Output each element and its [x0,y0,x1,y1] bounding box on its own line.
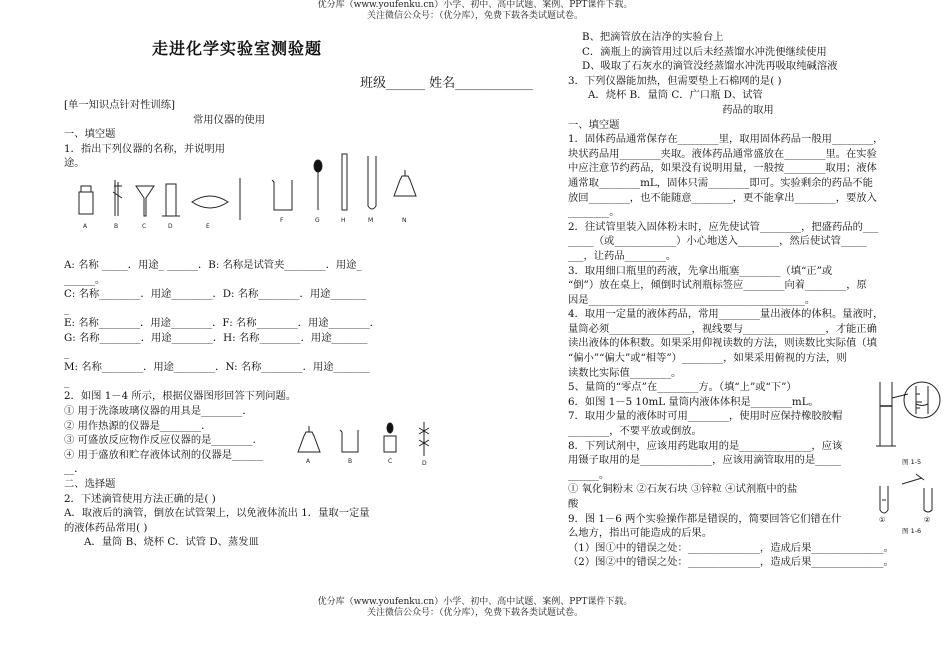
line: M: 名称________．用途________．N: 名称________．用途_______ [64,361,370,374]
line: “倒”）放在桌上，倾倒时试剂瓶标签应________向着________，原 [568,279,867,292]
fig16-mark-2: ② [924,516,931,524]
instrument-figure-1 [70,176,245,232]
fig-label-m: M [368,217,374,224]
section-tag: [单一知识点针对性训练] [64,99,176,111]
fig-label-b: B [114,223,119,230]
line: 7．取用少量的液体时可用________，使用时应保持橡胶胶帽 [568,410,843,423]
fig16-mark-1: ① [879,516,886,524]
brush-icon [419,422,429,456]
line: 3．下列仪器能加热，但需要垫上石棉网的是( ) [568,74,782,87]
line: __． [64,463,85,476]
header-line-2: 关注微信公众号：（优分库），免费下载各类试题试卷。 [366,11,583,21]
line: 用镊子取用的是______________，应该用滴管取用的是_____ [568,454,841,467]
line: E: 名称________．用途________．F: 名称________．用途________． [64,317,381,330]
line: ___，让药品________。 [568,249,677,262]
topic-instruments: 常用仪器的使用 [192,113,266,126]
line: ________。 [568,206,620,219]
line: 6．如图 1－5 10mL 量筒内液体体积是________mL。 [568,395,819,408]
fig-label-n: N [402,217,407,224]
fig14-label-c: C [388,458,393,465]
q1-options: A．量筒 B、烧杯 C．试管 D、蒸发皿 [84,536,259,549]
figure-1-5 [872,376,948,466]
measuring-cylinder-icon [876,382,908,446]
left-column-lines [64,258,414,550]
page-header [0,0,950,22]
fig-label-d: D [168,223,173,230]
line: _____（或____________）小心地送入________，然后使试管_____ [568,235,867,248]
fig14-label-d: D [422,460,427,467]
line: G: 名称________．用途________．H: 名称________．用途_______ [64,331,368,344]
page-footer [0,597,950,619]
q2: 2．下述滴管使用方法正确的是( ) [64,492,216,505]
page-title: 走进化学实验室测验题 [152,39,323,58]
part1-heading: 一、填空题 [568,118,620,131]
lamp-icon [298,426,320,452]
funnel-icon [136,186,154,216]
fig-label-a: A [83,223,88,230]
line: 1．固体药品通常保存在________里，取用固体药品一般用________， [568,133,884,146]
fig-label-c: C [142,223,147,230]
line: 读出液体的体积数。如果采用仰视读数的方法，则读数比实际值（填 [568,337,877,350]
part2-heading: 二、选择题 [64,477,116,490]
qA1: A．取液后的滴管，倒放在试管架上，以免液体流出 1．量取一定量 [64,507,370,520]
part1-heading: 一、填空题 [64,128,116,141]
line: ④ 用于盛放和贮存液体试剂的仪器是______ [64,448,263,461]
test-tube-icon [368,156,376,209]
line: 量筒必须________________，视线要与________________，才能正确 [568,322,877,335]
line: ③ 可盛放反应物作反应仪器的是________． [64,434,263,447]
line: ______。 [568,468,610,481]
line: C: 名称________．用途________．D: 名称________．用途_______ [64,288,367,301]
line: B、把滴管放在洁净的实验台上 [582,31,724,43]
topic-reagents: 药品的取用 [722,103,774,116]
q1-line-b: 途。 [64,157,85,170]
dropper-icon [314,160,322,210]
line: ______。 [64,273,106,286]
line: 8．下列试剂中，应该用药匙取用的是______________，应该 [568,439,843,452]
beaker-icon [340,430,358,452]
line: ① 用于洗涤玻璃仪器的用具是________． [64,404,253,417]
dropper-bottle-icon [384,423,396,452]
line: _ [64,302,70,315]
line: 通常取________mL，固体只需________即可。实验剩余的药品不能 [568,176,873,189]
line: 2．往试管里装入固体粉末时，应先使试管________，把盛药品的___ [568,220,879,233]
line: 中应注意节约药品，如果没有说明用量，一般按________取用；液体 [568,162,877,175]
fig-label-e: E [206,223,210,230]
alcohol-lamp-icon [394,170,416,196]
fig-label-g: G [315,217,320,224]
line: 4．取用一定量的液体药品，常用________量出液体的体积。量液时， [568,308,884,321]
fig14-label-a: A [306,458,311,465]
line: C．滴瓶上的滴管用过以后未经蒸馏水冲洗便继续使用 [582,45,827,58]
line: D、吸取了石灰水的滴管没经蒸馏水冲洗再吸取纯碱溶液 [582,60,838,73]
line: 酸 [568,498,579,510]
line: 2．如图 1－4 所示，根据仪器图形回答下列问题。 [64,390,297,403]
tube-pouring-icon [880,486,888,513]
glass-rod-icon [342,154,347,210]
q1-line-a: 1．指出下列仪器的名称，并说明用 [64,142,226,155]
footer-line-2: 关注微信公众号：（优分库），免费下载各类试题试卷。 [366,608,583,618]
fig-label-h: H [341,217,346,224]
fig15-caption: 图 1-5 [902,458,922,466]
footer-line-1: 优分库（www.youfenku.cn）小学、初中、高中试题、案例、PPT课件下载。 [317,597,633,607]
line: _ [64,375,70,388]
fig-label-f: F [280,217,284,224]
line: A: 名称 _____．用途_ ______．B: 名称是试管夹________．用途_ [64,259,362,271]
beaker-icon [272,180,292,210]
instrument-figure-2 [268,152,428,228]
line: “偏小”“偏大”或“相等”）________，如果采用俯视的方法，则 [568,352,847,365]
fig16-caption: 图 1-6 [902,527,922,535]
line: （2）图②中的错误之处：______________，造成后果______________。 [568,556,894,569]
figure-1-6 [872,470,948,536]
line: 读数比实际值________。 [568,366,682,379]
line: ① 氧化铜粉末 ②石灰石块 ③锌粒 ④试剂瓶中的盐 [568,483,798,496]
magnified-scale-icon [904,382,940,418]
wide-bottle-icon [79,186,93,214]
watch-glass-icon [192,196,228,208]
cylinder-icon [162,184,180,216]
line: _ [64,346,70,359]
tube-clamp-icon [113,180,122,216]
line: 5、量筒的“零点”在________方。（填“上”或“下”） [568,381,797,394]
line: 放回________，也不能随意________，更不能拿出________，要放入 [568,191,877,204]
dropper-above-tube-icon [902,474,932,512]
line: 块状药品用________夹取。液体药品通常盛放在________里。在实验 [568,147,877,160]
line: ② 用作热源的仪器是________． [64,419,212,432]
line: 9．图 1－6 两个实验操作都是错误的，简要回答它们错在什 [568,512,842,525]
line: 么地方，指出可能造成的后果。 [568,527,713,540]
line: （1）图①中的错误之处：______________，造成后果______________。 [568,541,894,554]
figure-1-4 [292,420,452,468]
fig14-label-b: B [348,458,353,465]
q3-options: A．烧杯 B．量筒 C．广口瓶 D、试管 [588,89,763,102]
class-name-line: 班级______ 姓名____________ [360,76,534,91]
line: 因是__________________________________________。 [568,293,816,306]
qA2: 的液体药品常用( ) [64,521,148,534]
line: 3．取用细口瓶里的药液，先拿出瓶塞________（填“正”或 [568,264,833,277]
line: ________，不要平放或倒放。 [568,425,702,438]
header-line-1: 优分库（www.youfenku.cn）小学、初中、高中试题、案例、PPT课件下载。 [317,0,633,10]
